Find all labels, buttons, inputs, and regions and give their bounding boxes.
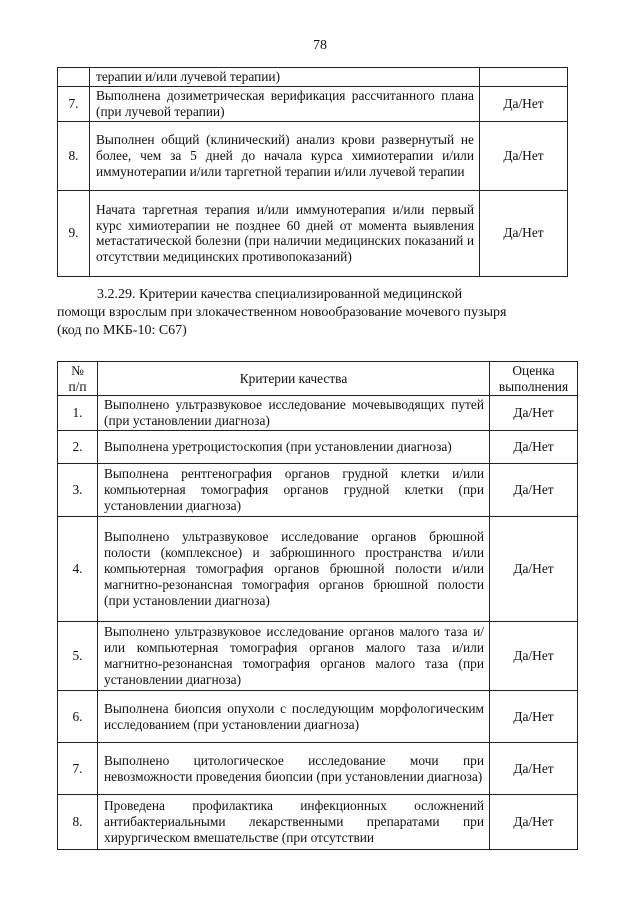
row-number: 6.: [58, 691, 98, 743]
table-row: [58, 517, 578, 622]
evaluation-cell: Да/Нет: [490, 691, 578, 743]
criterion-text: терапии и/или лучевой терапии): [90, 68, 480, 87]
criterion-text: Проведена профилактика инфекционных осложнений антибактериальными лекарственными препаратами при хирургическом вмешательстве (при отсутствии: [98, 795, 490, 850]
table-row: [58, 68, 568, 87]
evaluation-cell: Да/Нет: [490, 396, 578, 431]
criterion-text: Выполнена дозиметрическая верификация рассчитанного плана (при лучевой терапии): [90, 86, 480, 121]
table-row: [58, 396, 578, 431]
evaluation-cell: Да/Нет: [480, 190, 568, 276]
row-number: 4.: [58, 517, 98, 622]
column-header-evaluation: Оценка выполнения: [490, 362, 578, 396]
table-row: [58, 622, 578, 691]
column-header-criteria: Критерии качества: [98, 362, 490, 396]
row-number: [58, 68, 90, 87]
evaluation-cell: Да/Нет: [490, 517, 578, 622]
evaluation-cell: Да/Нет: [480, 121, 568, 190]
evaluation-cell: Да/Нет: [490, 464, 578, 517]
table-row: [58, 743, 578, 795]
evaluation-cell: Да/Нет: [490, 743, 578, 795]
column-header-number: № п/п: [58, 362, 98, 396]
row-number: 3.: [58, 464, 98, 517]
evaluation-cell: Да/Нет: [490, 795, 578, 850]
row-number: 9.: [58, 190, 90, 276]
table-row: [58, 190, 568, 276]
criterion-text: Выполнена уретроцистоскопия (при установлении диагноза): [98, 431, 490, 464]
criterion-text: Начата таргетная терапия и/или иммунотерапия и/или первый курс химиотерапии не позднее 60 дней от момента выявления метастатической болезни (при наличии медицинских показаний и отсутствии медицинских противопоказаний): [90, 190, 480, 276]
criterion-text: Выполнена рентгенография органов грудной клетки и/или компьютерная томография органов грудной клетки (при установлении диагноза): [98, 464, 490, 517]
table-row: [58, 121, 568, 190]
row-number: 2.: [58, 431, 98, 464]
section-title-line: (код по МКБ-10: С67): [57, 323, 187, 338]
evaluation-cell: Да/Нет: [480, 86, 568, 121]
criteria-table: [57, 361, 578, 850]
row-number: 5.: [58, 622, 98, 691]
page-number: 78: [313, 38, 327, 53]
row-number: 1.: [58, 396, 98, 431]
table-row: [58, 691, 578, 743]
section-title-line: 3.2.29. Критерии качества специализированной медицинской: [97, 287, 463, 302]
row-number: 8.: [58, 121, 90, 190]
criterion-text: Выполнена биопсия опухоли с последующим морфологическим исследованием (при установлении диагноза): [98, 691, 490, 743]
evaluation-cell: Да/Нет: [490, 622, 578, 691]
table-row: [58, 464, 578, 517]
table-row: [58, 431, 578, 464]
row-number: 7.: [58, 743, 98, 795]
evaluation-cell: Да/Нет: [490, 431, 578, 464]
criterion-text: Выполнено ультразвуковое исследование органов малого таза и/или компьютерная томография органов малого таза и/или магнитно-резонансная томография органов малого таза (при установлении диагноза): [98, 622, 490, 691]
table-row: [58, 795, 578, 850]
row-number: 7.: [58, 86, 90, 121]
criterion-text: Выполнено ультразвуковое исследование мочевыводящих путей (при установлении диагноза): [98, 396, 490, 431]
criterion-text: Выполнено цитологическое исследование мочи при невозможности проведения биопсии (при установлении диагноза): [98, 743, 490, 795]
row-number: 8.: [58, 795, 98, 850]
table-row: [58, 86, 568, 121]
criterion-text: Выполнено ультразвуковое исследование органов брюшной полости (комплексное) и забрюшинного пространства и/или компьютерная томография органов брюшной полости и/или магнитно-резонансная томография органов брюшной полости (при установлении диагноза): [98, 517, 490, 622]
criterion-text: Выполнен общий (клинический) анализ крови развернутый не более, чем за 5 дней до начала курса химиотерапии и/или иммунотерапии и/или таргетной терапии и/или лучевой терапии: [90, 121, 480, 190]
criteria-table-continued: [57, 67, 568, 277]
evaluation-cell: [480, 68, 568, 87]
section-heading: [57, 286, 563, 340]
table-header-row: [58, 362, 578, 396]
section-title-line: помощи взрослым при злокачественном новообразование мочевого пузыря: [57, 305, 507, 320]
